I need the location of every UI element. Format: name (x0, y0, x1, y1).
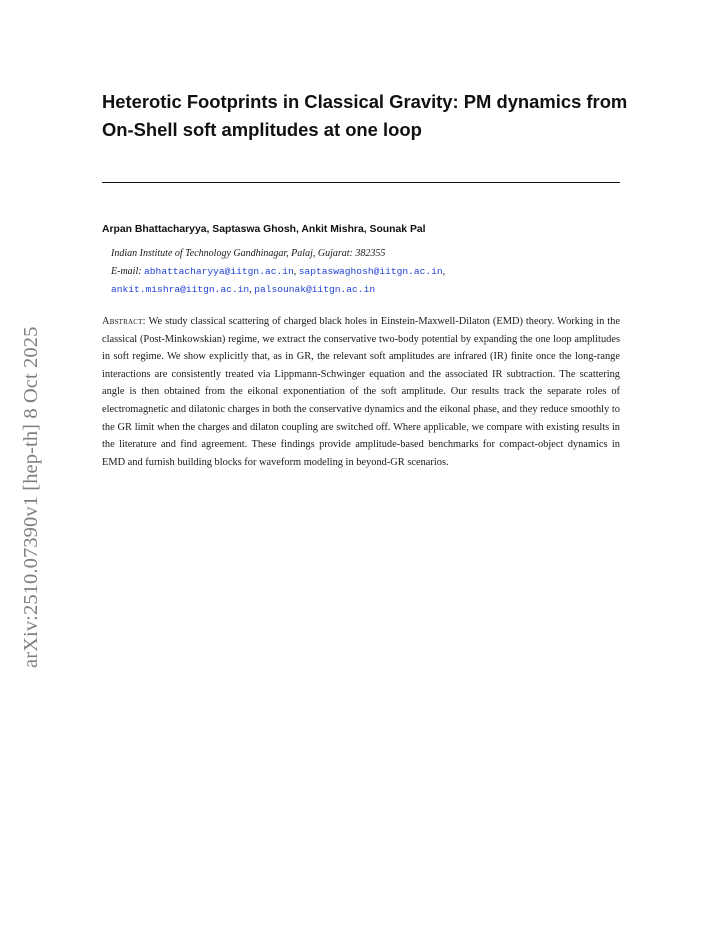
arxiv-identifier-stamp: arXiv:2510.07390v1 [hep-th] 8 Oct 2025 (20, 326, 42, 668)
paper-title: Heterotic Footprints in Classical Gravity: PM dynamics from On-Shell soft amplitudes at one loop (102, 91, 628, 140)
affiliation: Indian Institute of Technology Gandhinagar, Palaj, Gujarat: 382355 (111, 248, 386, 259)
email-link-1[interactable]: abhattacharyya@iitgn.ac.in (144, 266, 294, 277)
email-link-2[interactable]: saptaswaghosh@iitgn.ac.in (298, 266, 443, 277)
email-line-1 (111, 266, 445, 277)
title-divider (102, 182, 620, 183)
abstract-text: We study classical scattering of charged black holes in Einstein-Maxwell-Dilaton (EMD) theory. Working in the classical (Post-Minkowskian) regime, we extract the conservative two-body potential by expanding the one loop amplitudes in soft regime. We show explicitly that, as in GR, the relevant soft amplitudes are infrared (IR) finite once the long-range interactions are consistently treated via Lippmann-Schwinger equation and the associated IR subtraction. The scattering angle is then obtained from the eikonal exponentiation of the soft amplitude. Our results track the separate roles of electromagnetic and dilatonic charges in both the conservative dynamics and the eikonal phase, and they reduce smoothly to the GR limit when the charges and dilaton coupling are switched off. Where applicable, we compare with existing results in the literature and find agreement. These findings provide amplitude-based benchmarks for compact-object dynamics in EMD and furnish building blocks for waveform modeling in beyond-GR scenarios. (102, 316, 620, 468)
email-link-3[interactable]: ankit.mishra@iitgn.ac.in (111, 284, 250, 295)
author-list: Arpan Bhattacharyya, Saptaswa Ghosh, Ankit Mishra, Sounak Pal (102, 224, 426, 235)
email-separator: , (442, 266, 446, 277)
abstract (102, 313, 620, 471)
email-separator: , (249, 284, 255, 295)
email-separator: , (293, 266, 299, 277)
email-label: E-mail: (111, 266, 142, 277)
email-line-2 (111, 284, 375, 295)
email-link-4[interactable]: palsounak@iitgn.ac.in (254, 284, 376, 295)
abstract-label: Abstract: (102, 316, 146, 327)
